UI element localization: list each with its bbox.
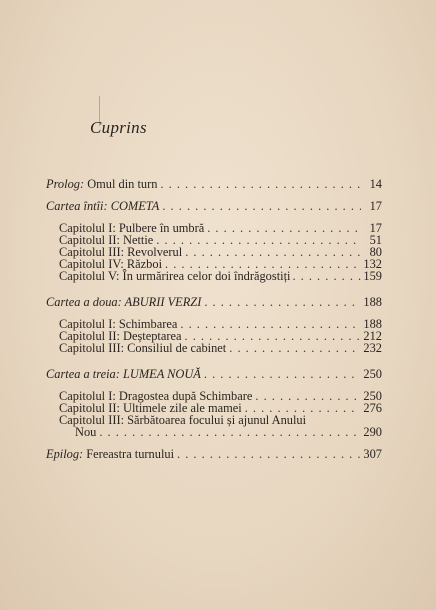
page-number: 290 xyxy=(363,425,382,439)
toc-entry-chapter: Capitolul II: Deșteptarea . . . 212 xyxy=(46,330,382,342)
leader-dots xyxy=(160,178,361,190)
leader-dots xyxy=(204,368,361,380)
toc-entry-chapter: Capitolul IV: Război . . . 132 xyxy=(46,258,382,270)
part-label: Cartea întîi: COMETA xyxy=(46,199,160,213)
part-label: Cartea a treia: LUMEA NOUĂ xyxy=(46,367,201,381)
leader-dots xyxy=(204,296,360,308)
toc-entry-part-1 xyxy=(46,200,382,212)
toc-entry-chapter: Capitolul I: Dragostea după Schimbare . . . 250 xyxy=(46,390,382,402)
page-title: Cuprins xyxy=(90,118,147,137)
page-number: 212 xyxy=(363,329,382,343)
page-number: 188 xyxy=(363,317,382,331)
page-number: 132 xyxy=(363,257,382,271)
page-number: 51 xyxy=(369,233,382,247)
toc-entry-chapter: Capitolul V: În urmărirea celor doi îndrăgostiți . . . 159 xyxy=(46,270,382,282)
toc-entry-chapter: Capitolul III: Revolverul . . . 80 xyxy=(46,246,382,258)
page-number: 250 xyxy=(363,389,382,403)
toc-entry-chapter: Capitolul I: Pulbere în umbră . . . 17 xyxy=(46,222,382,234)
leader-dots xyxy=(229,342,360,354)
page-number: 17 xyxy=(369,221,382,235)
toc-entry-continuation: Nou . . . 290 xyxy=(46,426,382,438)
page-number: 17 xyxy=(369,199,382,213)
page-number: 276 xyxy=(363,401,382,415)
toc-entry-part-3 xyxy=(46,368,382,380)
toc-entry-chapter: Capitolul II: Nettie . . . 51 xyxy=(46,234,382,246)
leader-dots xyxy=(99,426,360,438)
page-number: 307 xyxy=(363,447,382,461)
toc-entry-chapter: Capitolul II: Ultimele zile ale mamei . . . 276 xyxy=(46,402,382,414)
page-number: 232 xyxy=(363,341,382,355)
toc-entry-chapter: Capitolul III: Sărbătoarea focului și ajunul Anului xyxy=(59,413,307,427)
page-number: 80 xyxy=(369,245,382,259)
toc-entry-part-2 xyxy=(46,296,382,308)
leader-dots xyxy=(185,246,361,258)
leader-dots xyxy=(207,222,361,234)
leader-dots xyxy=(162,200,361,212)
epilog-label: Epilog: xyxy=(46,447,84,461)
toc-entry-chapter: Capitolul I: Schimbarea . . . 188 xyxy=(46,318,382,330)
prolog-title: Omul din turn xyxy=(87,177,158,191)
toc-entry-chapter: Capitolul III: Consiliul de cabinet . . . 232 xyxy=(46,342,382,354)
leader-dots xyxy=(292,270,361,282)
page-number: 188 xyxy=(363,295,382,309)
leader-dots xyxy=(180,318,360,330)
page-number: 14 xyxy=(369,177,382,191)
toc-entry-epilog xyxy=(46,448,382,460)
part-label: Cartea a doua: ABURII VERZI xyxy=(46,295,202,309)
table-of-contents xyxy=(46,178,382,460)
toc-entry-prolog xyxy=(46,178,382,190)
page-number: 159 xyxy=(363,269,382,283)
leader-dots xyxy=(177,448,360,460)
epilog-title: Fereastra turnului xyxy=(86,447,175,461)
leader-dots xyxy=(156,234,361,246)
page-number: 250 xyxy=(363,367,382,381)
prolog-label: Prolog: xyxy=(46,177,85,191)
leader-dots xyxy=(255,390,360,402)
